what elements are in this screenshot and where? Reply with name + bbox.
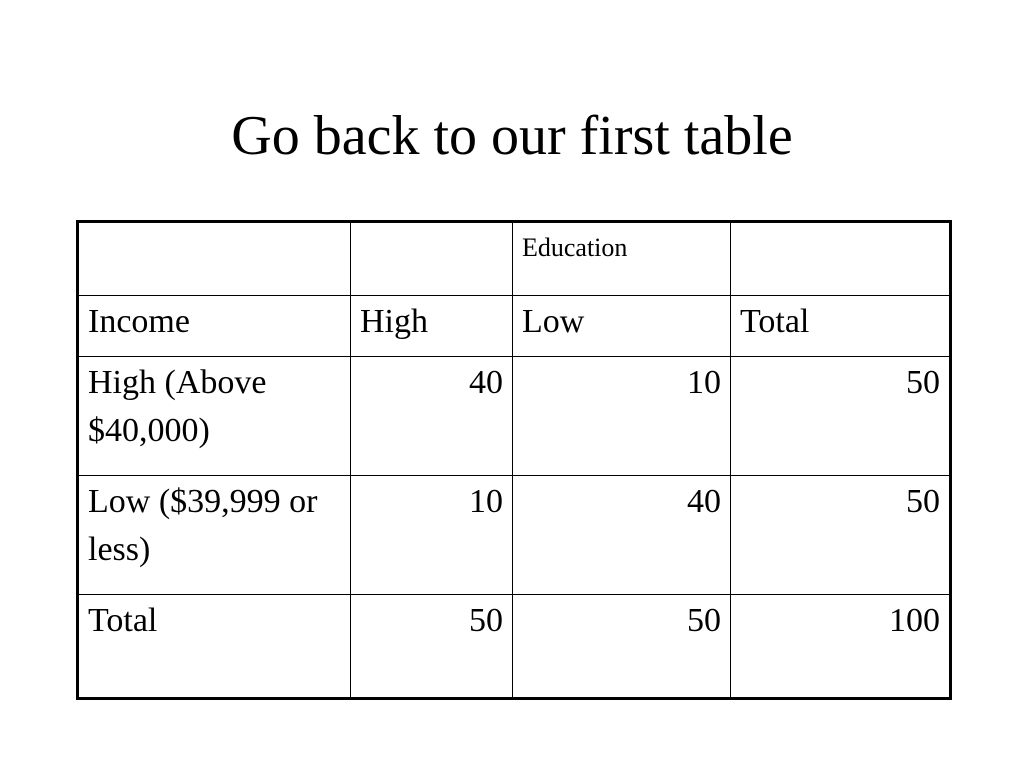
header-cell-empty-2 <box>351 222 513 296</box>
table-row <box>78 357 951 476</box>
column-header-low: Low <box>513 296 731 357</box>
header-cell-education: Education <box>513 222 731 296</box>
cell-low: 10 <box>513 357 731 476</box>
cell-total: 50 <box>731 476 951 595</box>
column-header-income: Income <box>78 296 351 357</box>
cell-high: 40 <box>351 357 513 476</box>
column-header-high: High <box>351 296 513 357</box>
cell-total: 50 <box>731 357 951 476</box>
table-row <box>78 476 951 595</box>
income-education-table <box>76 220 952 700</box>
header-cell-empty-1 <box>78 222 351 296</box>
slide-title: Go back to our first table <box>231 105 793 167</box>
table-row <box>78 595 951 699</box>
header-cell-empty-4 <box>731 222 951 296</box>
cell-low: 40 <box>513 476 731 595</box>
table-column-header-row <box>78 296 951 357</box>
row-label: High (Above $40,000) <box>78 357 351 476</box>
column-header-total: Total <box>731 296 951 357</box>
cell-total: 100 <box>731 595 951 699</box>
cell-high: 50 <box>351 595 513 699</box>
table-header-row-top <box>78 222 951 296</box>
row-label: Total <box>78 595 351 699</box>
row-label: Low ($39,999 or less) <box>78 476 351 595</box>
cell-low: 50 <box>513 595 731 699</box>
cell-high: 10 <box>351 476 513 595</box>
